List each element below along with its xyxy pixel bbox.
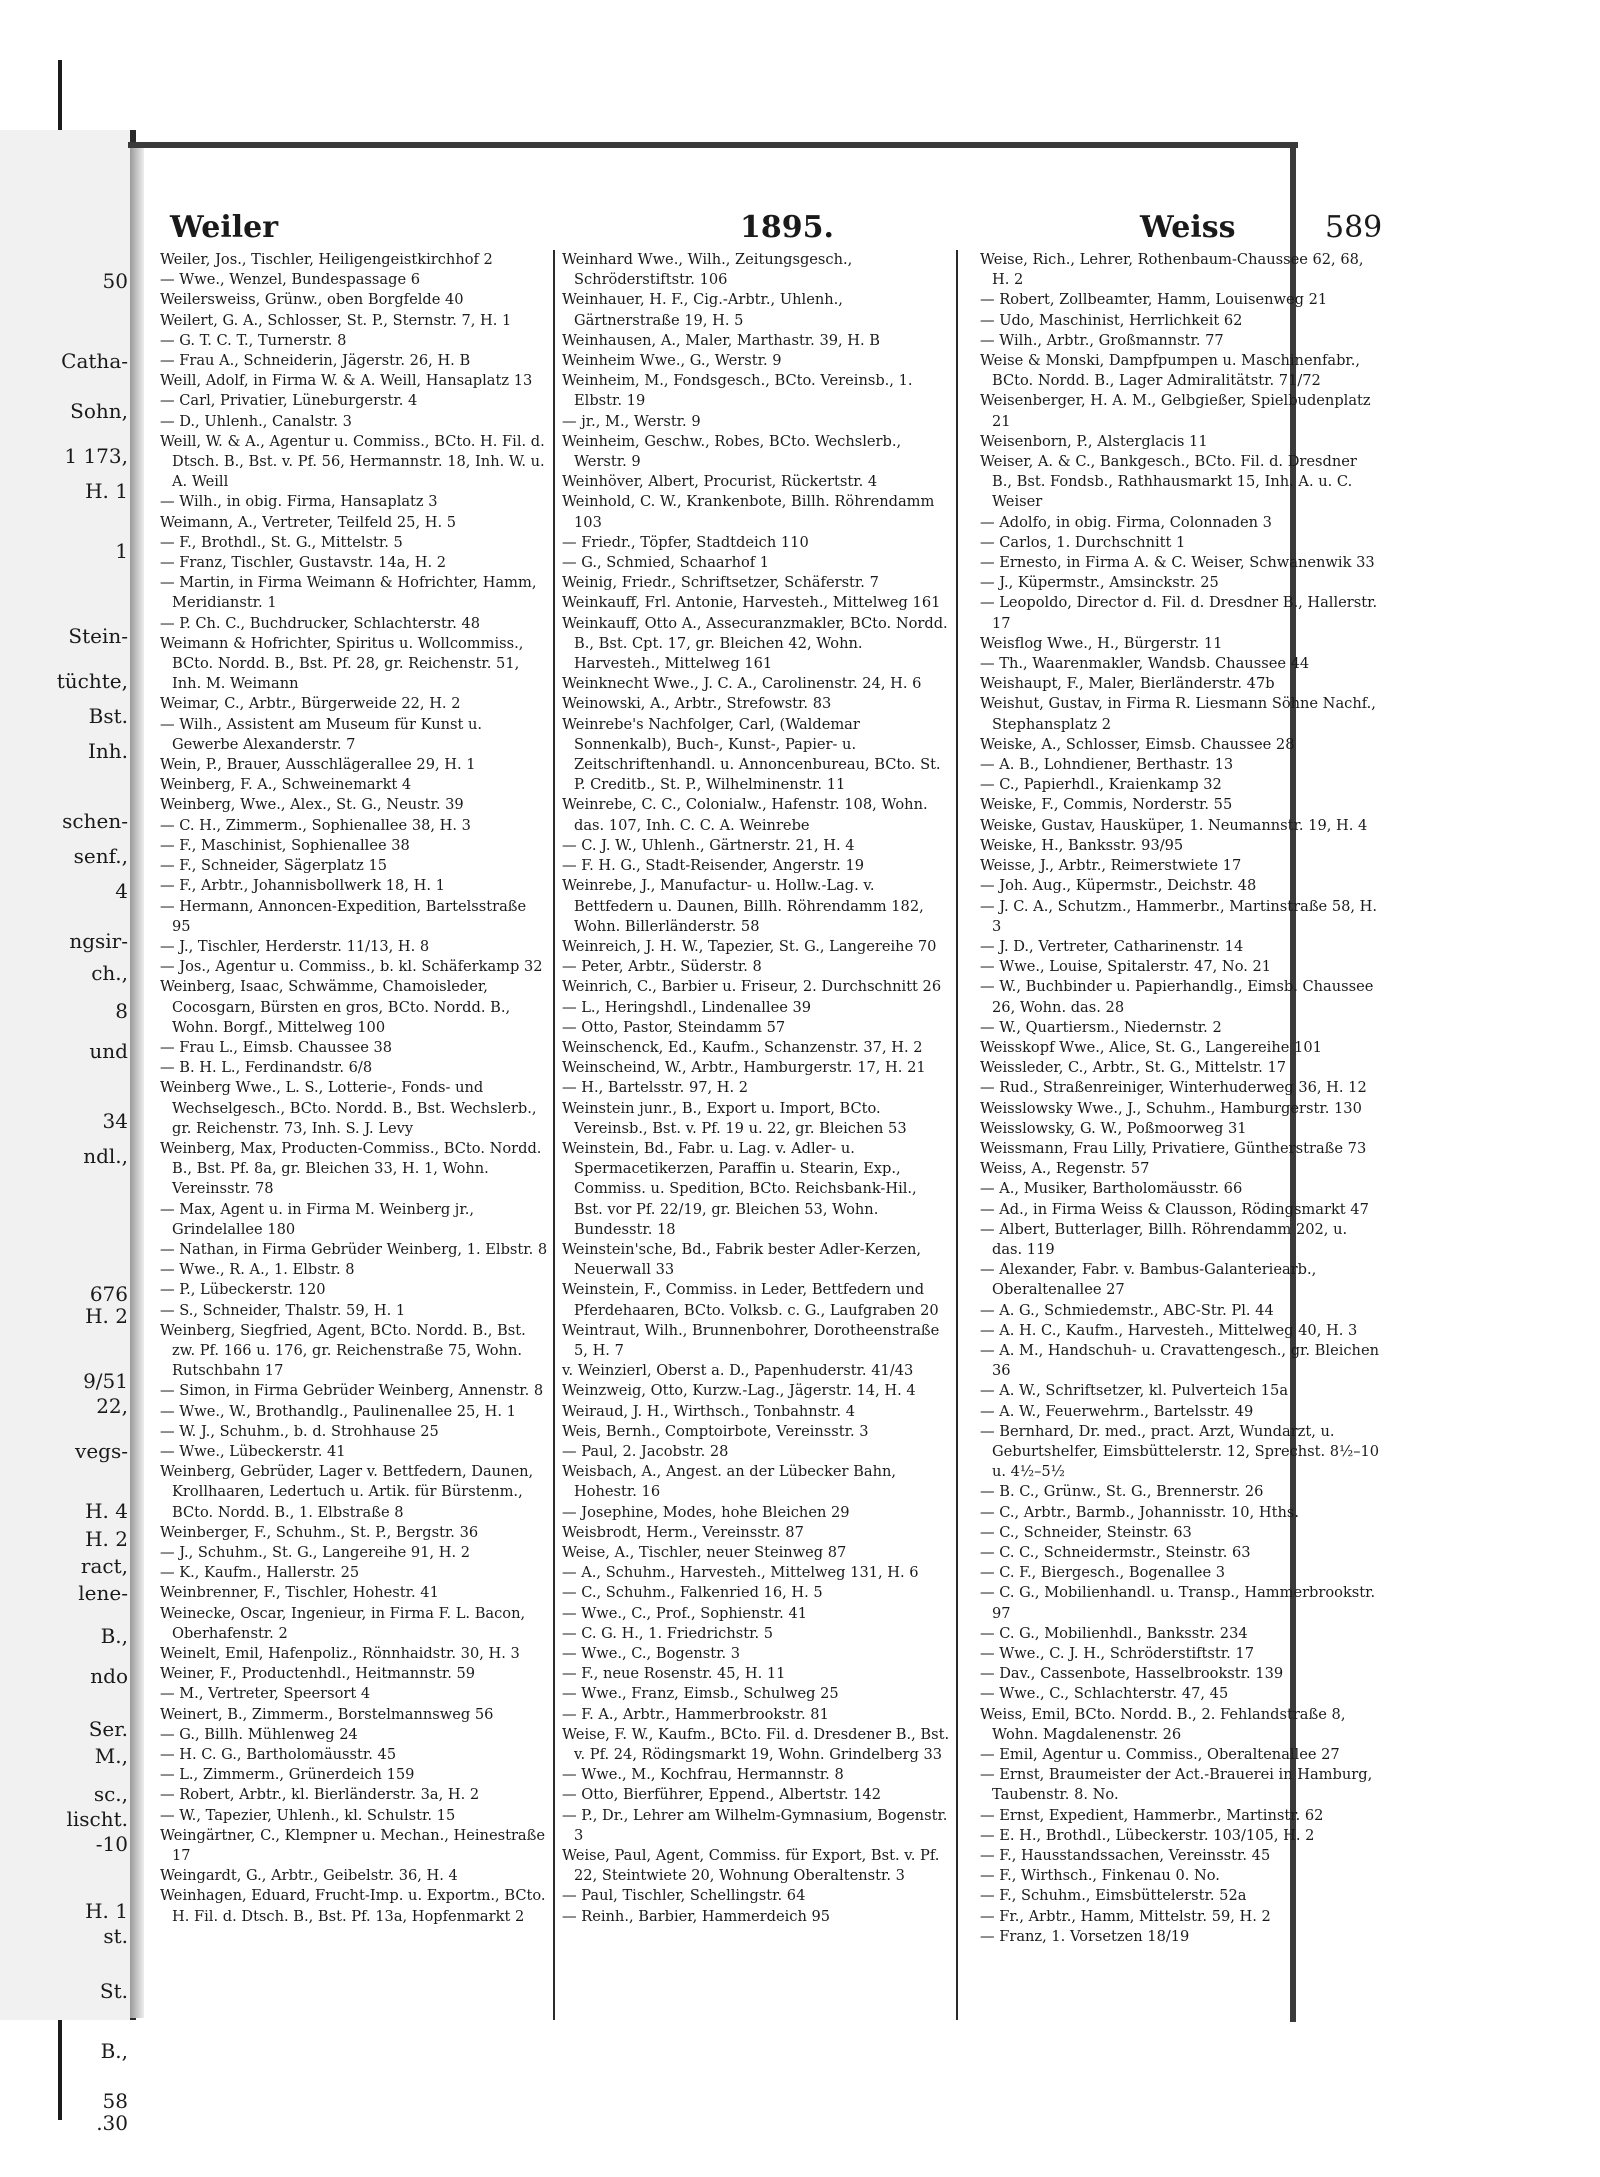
directory-entry: Weis, Bernh., Comptoirbote, Vereinsstr. 3 [562, 1422, 869, 1440]
directory-entry: — Simon, in Firma Gebrüder Weinberg, Annenstr. 8 [160, 1382, 544, 1400]
previous-page-fragment: ngsir- [69, 929, 128, 953]
header-right-keyword: Weiss [1140, 210, 1236, 245]
directory-entry: Weiss, A., Regenstr. 57 [980, 1160, 1150, 1178]
directory-entry: — J. D., Vertreter, Catharinenstr. 14 [980, 937, 1244, 955]
previous-page-fragment: vegs- [75, 1439, 128, 1463]
directory-entry: — C. C., Schneidermstr., Steinstr. 63 [980, 1544, 1251, 1561]
previous-page-fragment: Ser. [88, 1717, 128, 1741]
directory-entry: Weinig, Friedr., Schriftsetzer, Schäferstr. 7 [562, 574, 879, 592]
directory-entry: Weingärtner, C., Klempner u. Mechan., Heinestraße 17 [160, 1826, 546, 1865]
previous-page-fragment: Sohn, [70, 399, 128, 423]
directory-entry: — F. H. G., Stadt-Reisender, Angerstr. 19 [562, 857, 865, 875]
directory-entry: — Peter, Arbtr., Süderstr. 8 [562, 958, 762, 976]
directory-entry: Weiler, Jos., Tischler, Heiligengeistkirchhof 2 [160, 251, 493, 268]
directory-entry: — C., Schuhm., Falkenried 16, H. 5 [562, 1584, 823, 1602]
directory-entry: — J., Küpermstr., Amsinckstr. 25 [980, 574, 1219, 592]
directory-entry: Weinstein'sche, Bd., Fabrik bester Adler-Kerzen, Neuerwall 33 [562, 1240, 922, 1279]
previous-page-fragment: und [89, 1039, 128, 1063]
directory-entry: Weissleder, C., Arbtr., St. G., Mittelstr. 17 [980, 1059, 1287, 1077]
directory-entry: Weinrich, C., Barbier u. Friseur, 2. Durchschnitt 26 [562, 978, 942, 996]
previous-page-fragment: 676 [89, 1282, 128, 1306]
directory-entry: Weimann & Hofrichter, Spiritus u. Wollcommiss., BCto. Nordd. B., Bst. Pf. 28, gr. Reichenstr. 51, Inh. M. Weimann [160, 634, 524, 693]
directory-entry: — Bernhard, Dr. med., pract. Arzt, Wundarzt, u. Geburtshelfer, Eimsbüttelerstr. 12, Sprechst. 8½–10 u. 4½–5½ [980, 1422, 1380, 1481]
directory-entry: — Wwe., C., Prof., Sophienstr. 41 [562, 1604, 808, 1622]
previous-page-fragment: ndl., [83, 1144, 128, 1168]
directory-entry: — W. J., Schuhm., b. d. Strohhause 25 [160, 1422, 439, 1440]
directory-entry: Weisskopf Wwe., Alice, St. G., Langereihe 101 [980, 1038, 1322, 1056]
directory-entry: — C. J. W., Uhlenh., Gärtnerstr. 21, H. 4 [562, 836, 855, 854]
previous-page-fragment: 58 [102, 2089, 128, 2113]
directory-entry: — F., Schuhm., Eimsbüttelerstr. 52a [980, 1887, 1247, 1905]
directory-entry: Weiner, F., Productenhdl., Heitmannstr. 59 [160, 1665, 476, 1683]
directory-entry: — Frau L., Eimsb. Chaussee 38 [160, 1038, 393, 1056]
directory-entry: Weintraut, Wilh., Brunnenbohrer, Dorotheenstraße 5, H. 7 [562, 1321, 940, 1359]
directory-entry: — P., Lübeckerstr. 120 [160, 1281, 326, 1299]
directory-entry: Weiske, H., Banksstr. 93/95 [980, 836, 1184, 854]
directory-entry: — Fr., Arbtr., Hamm, Mittelstr. 59, H. 2 [980, 1907, 1271, 1925]
previous-page-fragment: 22, [96, 1394, 128, 1418]
directory-entry: — A. M., Handschuh- u. Cravattengesch., gr. Bleichen 36 [980, 1341, 1379, 1380]
directory-entry: Weinert, B., Zimmerm., Borstelmannsweg 56 [160, 1705, 494, 1723]
directory-column-2 [562, 250, 950, 2010]
directory-entry: — jr., M., Werstr. 9 [562, 412, 701, 430]
previous-page-fragment: Inh. [87, 739, 128, 763]
running-header [160, 210, 1383, 246]
directory-entry: Weinelt, Emil, Hafenpoliz., Rönnhaidstr. 30, H. 3 [160, 1645, 520, 1663]
directory-entry: Weisbrodt, Herm., Vereinsstr. 87 [562, 1523, 804, 1541]
directory-entry: Weisenborn, P., Alsterglacis 11 [980, 432, 1208, 450]
directory-entry: — Reinh., Barbier, Hammerdeich 95 [562, 1907, 831, 1925]
directory-entry: — L., Heringshdl., Lindenallee 39 [562, 998, 812, 1016]
directory-column-3 [980, 250, 1380, 2010]
directory-entry: — A., Schuhm., Harvesteh., Mittelweg 131, H. 6 [562, 1564, 919, 1582]
directory-entry: — Carl, Privatier, Lüneburgerstr. 4 [160, 392, 418, 410]
directory-entry: — A. B., Lohndiener, Berthastr. 13 [980, 756, 1234, 774]
directory-entry: Weiraud, J. H., Wirthsch., Tonbahnstr. 4 [562, 1402, 855, 1420]
previous-page-edge [0, 130, 136, 2135]
directory-entry: Weinheim, M., Fondsgesch., BCto. Vereinsb., 1. Elbstr. 19 [562, 372, 913, 410]
previous-page-fragment: H. 1 [85, 479, 128, 503]
previous-page-fragment: B., [100, 1624, 128, 1648]
previous-page-fragment: Bst. [88, 704, 128, 728]
directory-entry: — J., Schuhm., St. G., Langereihe 91, H. 2 [160, 1544, 471, 1561]
directory-entry: Weinrebe's Nachfolger, Carl, (Waldemar Sonnenkalb), Buch-, Kunst-, Papier- u. Zeitschriftenhandl. u. Annoncenbureau, BCto. St. P. Creditb., St. P., Wilhelminenstr. 11 [562, 715, 941, 794]
directory-entry: — A. W., Feuerwehrm., Bartelsstr. 49 [980, 1402, 1254, 1420]
previous-page-fragment: Stein- [68, 624, 128, 648]
directory-entry: Weimann, A., Vertreter, Teilfeld 25, H. 5 [160, 513, 457, 531]
directory-entry: — C. G., Mobilienhdl., Banksstr. 234 [980, 1624, 1248, 1642]
column-divider [956, 250, 958, 2020]
previous-page-fragment: ch., [91, 961, 128, 985]
directory-entry: Weinstein, F., Commiss. in Leder, Bettfedern und Pferdehaaren, BCto. Volksb. c. G., Laufgraben 20 [562, 1281, 939, 1319]
directory-entry: Weiss, Emil, BCto. Nordd. B., 2. Fehlandstraße 8, Wohn. Magdalenenstr. 26 [980, 1705, 1346, 1743]
previous-page-fragment: H. 4 [85, 1499, 128, 1523]
directory-entry: Weinhold, C. W., Krankenbote, Billh. Röhrendamm 103 [562, 493, 935, 531]
directory-entry: Weinschenck, Ed., Kaufm., Schanzenstr. 37, H. 2 [562, 1038, 923, 1056]
previous-page-fragment: Catha- [61, 349, 128, 373]
directory-entry: Weinreich, J. H. W., Tapezier, St. G., Langereihe 70 [562, 937, 937, 955]
directory-entry: — W., Buchbinder u. Papierhandlg., Eimsb. Chaussee 26, Wohn. das. 28 [980, 978, 1374, 1016]
directory-entry: — Martin, in Firma Weimann & Hofrichter, Hamm, Meridianstr. 1 [160, 574, 537, 612]
directory-entry: Weinheim Wwe., G., Werstr. 9 [562, 352, 782, 370]
directory-entry: — F., Arbtr., Johannisbollwerk 18, H. 1 [160, 877, 445, 895]
previous-page-fragment: lischt. [66, 1807, 128, 1831]
directory-entry: — Th., Waarenmakler, Wandsb. Chaussee 44 [980, 655, 1310, 673]
directory-entry: Weinkauff, Frl. Antonie, Harvesteh., Mittelweg 161 [562, 594, 941, 612]
directory-entry: — C. G. H., 1. Friedrichstr. 5 [562, 1624, 774, 1642]
directory-entry: — F., Maschinist, Sophienallee 38 [160, 836, 410, 854]
directory-entry: — B. H. L., Ferdinandstr. 6/8 [160, 1059, 373, 1077]
previous-page-fragment: H. 2 [85, 1304, 128, 1328]
directory-entry: Weisse, J., Arbtr., Reimerstwiete 17 [980, 857, 1242, 875]
directory-entry: — A. W., Schriftsetzer, kl. Pulverteich 15a [980, 1382, 1289, 1400]
directory-entry: — Otto, Pastor, Steindamm 57 [562, 1018, 786, 1036]
previous-page-fragment: schen- [62, 809, 128, 833]
directory-entry: — Emil, Agentur u. Commiss., Oberaltenallee 27 [980, 1746, 1340, 1764]
directory-entry: — M., Vertreter, Speersort 4 [160, 1685, 371, 1703]
directory-entry: — Wwe., R. A., 1. Elbstr. 8 [160, 1261, 355, 1279]
directory-entry: Weinowski, A., Arbtr., Strefowstr. 83 [562, 695, 832, 713]
directory-entry: Weisflog Wwe., H., Bürgerstr. 11 [980, 634, 1223, 652]
directory-entry: Weinecke, Oscar, Ingenieur, in Firma F. L. Bacon, Oberhafenstr. 2 [160, 1604, 526, 1642]
directory-entry: — A., Musiker, Bartholomäusstr. 66 [980, 1180, 1243, 1198]
directory-entry: Weise, A., Tischler, neuer Steinweg 87 [562, 1544, 847, 1561]
previous-page-fragment: H. 1 [85, 1899, 128, 1923]
gutter-shadow [130, 148, 144, 2018]
directory-entry: — J. C. A., Schutzm., Hammerbr., Martinstraße 58, H. 3 [980, 897, 1378, 935]
directory-entry: Weisslowsky Wwe., J., Schuhm., Hamburgerstr. 130 [980, 1099, 1362, 1117]
directory-entry: — P., Dr., Lehrer am Wilhelm-Gymnasium, Bogenstr. 3 [562, 1806, 948, 1844]
directory-entry: — H. C. G., Bartholomäusstr. 45 [160, 1746, 397, 1764]
directory-entry: Weill, Adolf, in Firma W. & A. Weill, Hansaplatz 13 [160, 372, 533, 390]
directory-entry: Weise, Rich., Lehrer, Rothenbaum-Chaussee 62, 68, H. 2 [980, 251, 1364, 289]
directory-entry: Weinberg, Siegfried, Agent, BCto. Nordd. B., Bst. zw. Pf. 166 u. 176, gr. Reichenstraße 75, Wohn. Rutschbahn 17 [160, 1321, 526, 1380]
page-top-border [128, 142, 1298, 148]
directory-entry: Weinberg, Max, Producten-Commiss., BCto. Nordd. B., Bst. Pf. 8a, gr. Bleichen 33, H. 1, Wohn. Vereinsstr. 78 [160, 1139, 542, 1198]
directory-entry: — D., Uhlenh., Canalstr. 3 [160, 412, 352, 430]
directory-entry: — B. C., Grünw., St. G., Brennerstr. 26 [980, 1483, 1264, 1501]
page-number: 589 [1325, 210, 1383, 245]
directory-entry: v. Weinzierl, Oberst a. D., Papenhuderstr. 41/43 [562, 1362, 914, 1380]
directory-entry: — Leopoldo, Director d. Fil. d. Dresdner B., Hallerstr. 17 [980, 594, 1378, 632]
directory-entry: — Robert, Zollbeamter, Hamm, Louisenweg 21 [980, 291, 1328, 309]
directory-entry: — Wwe., Lübeckerstr. 41 [160, 1442, 346, 1460]
directory-entry: — K., Kaufm., Hallerstr. 25 [160, 1564, 360, 1582]
directory-entry: — Wwe., Louise, Spitalerstr. 47, No. 21 [980, 958, 1272, 976]
directory-entry: — Ernst, Braumeister der Act.-Brauerei in Hamburg, Taubenstr. 8. No. [980, 1766, 1373, 1804]
directory-entry: — Carlos, 1. Durchschnitt 1 [980, 533, 1186, 551]
directory-entry: — Wwe., C. J. H., Schröderstiftstr. 17 [980, 1645, 1254, 1663]
previous-page-fragment: -10 [95, 1832, 128, 1856]
previous-page-fragment: 8 [115, 999, 128, 1023]
directory-entry: Weinzweig, Otto, Kurzw.-Lag., Jägerstr. 14, H. 4 [562, 1382, 916, 1400]
directory-entry: Weinhauer, H. F., Cig.-Arbtr., Uhlenh., Gärtnerstraße 19, H. 5 [562, 291, 843, 329]
directory-entry: — Wwe., Franz, Eimsb., Schulweg 25 [562, 1685, 839, 1703]
column-divider [553, 250, 555, 2020]
directory-entry: — C., Arbtr., Barmb., Johannisstr. 10, Hths. [980, 1503, 1299, 1521]
directory-entry: Weinheim, Geschw., Robes, BCto. Wechslerb., Werstr. 9 [562, 432, 902, 471]
previous-page-fragment: .30 [96, 2111, 128, 2135]
directory-entry: — Ernesto, in Firma A. & C. Weiser, Schwanenwik 33 [980, 554, 1375, 572]
directory-entry: — Wwe., Wenzel, Bundespassage 6 [160, 271, 421, 289]
directory-entry: — Wwe., W., Brothandlg., Paulinenallee 25, H. 1 [160, 1402, 516, 1420]
directory-entry: Weisbach, A., Angest. an der Lübecker Bahn, Hohestr. 16 [562, 1463, 897, 1501]
directory-entry: — F., neue Rosenstr. 45, H. 11 [562, 1665, 786, 1683]
directory-entry: Weilert, G. A., Schlosser, St. P., Sternstr. 7, H. 1 [160, 311, 512, 329]
directory-entry: Weise & Monski, Dampfpumpen u. Maschinenfabr., BCto. Nordd. B., Lager Admiralitätstr. 71/72 [980, 352, 1361, 390]
directory-entry: — S., Schneider, Thalstr. 59, H. 1 [160, 1301, 406, 1319]
directory-entry: Weissmann, Frau Lilly, Privatiere, Güntherstraße 73 [980, 1139, 1367, 1157]
directory-entry: Weishut, Gustav, in Firma R. Liesmann Söhne Nachf., Stephansplatz 2 [980, 695, 1376, 733]
directory-entry: — Udo, Maschinist, Herrlichkeit 62 [980, 311, 1243, 329]
directory-entry: — W., Quartiersm., Niedernstr. 2 [980, 1018, 1222, 1036]
directory-entry: Weingardt, G., Arbtr., Geibelstr. 36, H. 4 [160, 1867, 458, 1885]
previous-page-fragment: 1 [115, 539, 128, 563]
directory-entry: Weinknecht Wwe., J. C. A., Carolinenstr. 24, H. 6 [562, 675, 922, 693]
directory-entry: Weinrebe, J., Manufactur- u. Hollw.-Lag. v. Bettfedern u. Daunen, Billh. Röhrendamm 182, Wohn. Billerländerstr. 58 [562, 877, 924, 935]
directory-entry: Weinberg, Gebrüder, Lager v. Bettfedern, Daunen, Krollhaaren, Ledertuch u. Artik. für Bürstenm., BCto. Nordd. B., 1. Elbstraße 8 [160, 1463, 534, 1521]
directory-entry: — A. H. C., Kaufm., Harvesteh., Mittelweg 40, H. 3 [980, 1321, 1358, 1339]
directory-entry: Weinhausen, A., Maler, Marthastr. 39, H. B [562, 331, 881, 349]
directory-entry: — Albert, Butterlager, Billh. Röhrendamm 202, u. das. 119 [980, 1220, 1348, 1258]
directory-entry: Weinberger, F., Schuhm., St. P., Bergstr. 36 [160, 1523, 479, 1541]
directory-entry: — P. Ch. C., Buchdrucker, Schlachterstr. 48 [160, 614, 481, 632]
directory-entry: Weinstein, Bd., Fabr. u. Lag. v. Adler- u. Spermacetikerzen, Paraffin u. Stearin, Exp., Commiss. u. Spedition, BCto. Reichsbank-Hil., Bst. vor Pf. 22/19, gr. Bleichen 53, Wohn. Bundesstr. 18 [562, 1139, 917, 1238]
directory-entry: — C. H., Zimmerm., Sophienallee 38, H. 3 [160, 816, 471, 834]
directory-entry: Weinbrenner, F., Tischler, Hohestr. 41 [160, 1584, 439, 1602]
directory-column-1 [160, 250, 548, 2010]
directory-entry: — Paul, Tischler, Schellingstr. 64 [562, 1887, 806, 1905]
directory-entry: — Dav., Cassenbote, Hasselbrookstr. 139 [980, 1665, 1284, 1683]
directory-entry: Weishaupt, F., Maler, Bierländerstr. 47b [980, 675, 1275, 693]
directory-entry: — Otto, Bierführer, Eppend., Albertstr. 142 [562, 1786, 881, 1804]
previous-page-fragment: lene- [78, 1581, 128, 1605]
previous-page-fragment: M., [94, 1744, 128, 1768]
directory-entry: — Frau A., Schneiderin, Jägerstr. 26, H. B [160, 352, 471, 370]
previous-page-fragment: H. 2 [85, 1527, 128, 1551]
directory-entry: Weinrebe, C. C., Colonialw., Hafenstr. 108, Wohn. das. 107, Inh. C. C. A. Weinrebe [562, 796, 928, 834]
directory-entry: — Ad., in Firma Weiss & Clausson, Rödingsmarkt 47 [980, 1200, 1369, 1218]
directory-entry: Weiske, A., Schlosser, Eimsb. Chaussee 28 [980, 735, 1295, 753]
directory-entry: Weinscheind, W., Arbtr., Hamburgerstr. 17, H. 21 [562, 1059, 926, 1077]
directory-entry: — H., Bartelsstr. 97, H. 2 [562, 1079, 749, 1097]
directory-entry: — Hermann, Annoncen-Expedition, Bartelsstraße 95 [160, 897, 527, 935]
directory-entry: — Wilh., Arbtr., Großmannstr. 77 [980, 331, 1224, 349]
directory-entry: Weinhagen, Eduard, Frucht-Imp. u. Exportm., BCto. H. Fil. d. Dtsch. B., Bst. Pf. 13a, Hopfenmarkt 2 [160, 1887, 546, 1925]
directory-entry: Weiske, Gustav, Hausküper, 1. Neumannstr. 19, H. 4 [980, 816, 1368, 834]
directory-entry: — Alexander, Fabr. v. Bambus-Galanteriearb., Oberaltenallee 27 [980, 1261, 1317, 1299]
directory-entry: — C., Schneider, Steinstr. 63 [980, 1523, 1192, 1541]
directory-entry: — Max, Agent u. in Firma M. Weinberg jr., Grindelallee 180 [160, 1200, 474, 1238]
directory-entry: — G. T. C. T., Turnerstr. 8 [160, 331, 347, 349]
directory-entry: Weimar, C., Arbtr., Bürgerweide 22, H. 2 [160, 695, 461, 713]
directory-entry: — Friedr., Töpfer, Stadtdeich 110 [562, 533, 809, 551]
directory-entry: — Ernst, Expedient, Hammerbr., Martinstr. 62 [980, 1806, 1324, 1824]
directory-entry: Weinkauff, Otto A., Assecuranzmakler, BCto. Nordd. B., Bst. Cpt. 17, gr. Bleichen 42, Wohn. Harvesteh., Mittelweg 161 [562, 614, 948, 673]
previous-page-fragment: 50 [102, 269, 128, 293]
directory-entry: — Joh. Aug., Küpermstr., Deichstr. 48 [980, 877, 1257, 895]
directory-entry: — W., Tapezier, Uhlenh., kl. Schulstr. 15 [160, 1806, 456, 1824]
directory-entry: Weill, W. & A., Agentur u. Commiss., BCto. H. Fil. d. Dtsch. B., Bst. v. Pf. 56, Hermannstr. 18, Inh. W. u. A. Weill [160, 432, 545, 491]
previous-page-fragment: senf., [73, 844, 128, 868]
directory-entry: — Wilh., Assistent am Museum für Kunst u. Gewerbe Alexanderstr. 7 [160, 715, 483, 753]
directory-entry: Weinberg Wwe., L. S., Lotterie-, Fonds- und Wechselgesch., BCto. Nordd. B., Bst. Wechslerb., gr. Reichenstr. 73, Inh. S. J. Levy [160, 1079, 537, 1137]
previous-page-fragment: 34 [102, 1109, 128, 1133]
directory-entry: — Robert, Arbtr., kl. Bierländerstr. 3a, H. 2 [160, 1786, 480, 1804]
directory-entry: — G., Schmied, Schaarhof 1 [562, 554, 770, 572]
directory-entry: — Adolfo, in obig. Firma, Colonnaden 3 [980, 513, 1272, 531]
previous-page-fragment: ract, [80, 1554, 128, 1578]
previous-page-fragment: sc., [93, 1782, 128, 1806]
directory-entry: — A. G., Schmiedemstr., ABC-Str. Pl. 44 [980, 1301, 1274, 1319]
directory-entry: — C. G., Mobilienhandl. u. Transp., Hammerbrookstr. 97 [980, 1584, 1376, 1622]
directory-entry: Weiser, A. & C., Bankgesch., BCto. Fil. d. Dresdner B., Bst. Fondsb., Rathhausmarkt 15, Inh. A. u. C. Weiser [980, 453, 1357, 511]
directory-entry: — F., Hausstandssachen, Vereinsstr. 45 [980, 1847, 1271, 1865]
directory-entry: Weiske, F., Commis, Norderstr. 55 [980, 796, 1233, 814]
directory-entry: Weisenberger, H. A. M., Gelbgießer, Spielbudenplatz 21 [980, 392, 1371, 430]
previous-page-fragment: 1 173, [64, 444, 128, 468]
directory-entry: — E. H., Brothdl., Lübeckerstr. 103/105, H. 2 [980, 1826, 1315, 1844]
directory-entry: — F., Schneider, Sägerplatz 15 [160, 857, 388, 875]
previous-page-fragment: 4 [115, 879, 128, 903]
directory-entry: — C. F., Biergesch., Bogenallee 3 [980, 1564, 1226, 1582]
previous-page-fragment: 9/51 [83, 1369, 128, 1393]
previous-page-fragment: ndo [90, 1664, 128, 1688]
directory-entry: Weilersweiss, Grünw., oben Borgfelde 40 [160, 291, 464, 309]
directory-entry: — Wwe., M., Kochfrau, Hermannstr. 8 [562, 1766, 844, 1784]
header-year: 1895. [740, 210, 834, 245]
directory-entry: Weinberg, Wwe., Alex., St. G., Neustr. 39 [160, 796, 464, 814]
directory-entry: Weinberg, Isaac, Schwämme, Chamoisleder, Cocosgarn, Bürsten en gros, BCto. Nordd. B., Wohn. Borgf., Mittelweg 100 [160, 978, 511, 1036]
directory-entry: Weise, Paul, Agent, Commiss. für Export, Bst. v. Pf. 22, Steintwiete 20, Wohnung Oberaltenstr. 3 [562, 1847, 940, 1885]
directory-entry: — Wwe., C., Bogenstr. 3 [562, 1645, 741, 1663]
directory-entry: — L., Zimmerm., Grünerdeich 159 [160, 1766, 415, 1784]
directory-entry: — Paul, 2. Jacobstr. 28 [562, 1442, 729, 1460]
directory-entry: — G., Billh. Mühlenweg 24 [160, 1725, 358, 1743]
directory-entry: — Wilh., in obig. Firma, Hansaplatz 3 [160, 493, 438, 511]
directory-entry: — J., Tischler, Herderstr. 11/13, H. 8 [160, 937, 430, 955]
directory-entry: — Rud., Straßenreiniger, Winterhuderweg 36, H. 12 [980, 1079, 1367, 1097]
directory-entry: — Wwe., C., Schlachterstr. 47, 45 [980, 1685, 1229, 1703]
directory-entry: — Franz, 1. Vorsetzen 18/19 [980, 1927, 1190, 1945]
previous-page-fragment: tüchte, [56, 669, 128, 693]
directory-entry: Weinhard Wwe., Wilh., Zeitungsgesch., Schröderstiftstr. 106 [562, 251, 853, 289]
directory-entry: — F., Brothdl., St. G., Mittelstr. 5 [160, 533, 403, 551]
directory-entry: Weinberg, F. A., Schweinemarkt 4 [160, 776, 412, 794]
previous-page-fragment: B., [100, 2039, 128, 2063]
directory-entry: Weinhöver, Albert, Procurist, Rückertstr. 4 [562, 473, 878, 491]
directory-entry: — Nathan, in Firma Gebrüder Weinberg, 1. Elbstr. 8 [160, 1240, 548, 1258]
directory-entry: — F., Wirthsch., Finkenau 0. No. [980, 1867, 1220, 1885]
directory-entry: Weise, F. W., Kaufm., BCto. Fil. d. Dresdener B., Bst. v. Pf. 24, Rödingsmarkt 19, Wohn. Grindelberg 33 [562, 1725, 950, 1764]
previous-page-fragment: St. [99, 1979, 128, 2003]
directory-entry: Wein, P., Brauer, Ausschlägerallee 29, H. 1 [160, 756, 476, 774]
previous-page-fragment: st. [103, 1924, 128, 1948]
directory-entry: — Jos., Agentur u. Commiss., b. kl. Schäferkamp 32 [160, 958, 543, 976]
directory-entry: Weinstein junr., B., Export u. Import, BCto. Vereinsb., Bst. v. Pf. 19 u. 22, gr. Bleichen 53 [562, 1099, 907, 1137]
directory-entry: Weisslowsky, G. W., Poßmoorweg 31 [980, 1119, 1247, 1137]
directory-entry: — Franz, Tischler, Gustavstr. 14a, H. 2 [160, 554, 447, 572]
directory-entry: — C., Papierhdl., Kraienkamp 32 [980, 776, 1222, 794]
directory-entry: — Josephine, Modes, hohe Bleichen 29 [562, 1503, 850, 1521]
directory-entry: — F. A., Arbtr., Hammerbrookstr. 81 [562, 1705, 829, 1723]
header-left-keyword: Weiler [170, 210, 279, 245]
